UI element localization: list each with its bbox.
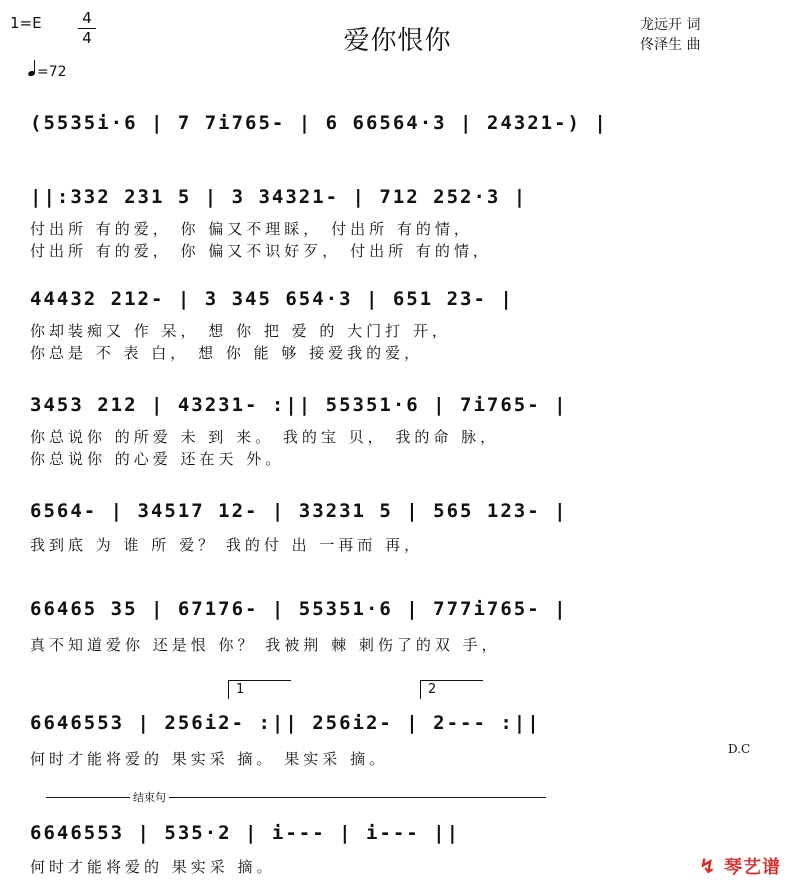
melody-row-intro: (5535i·6 | 7 7i765- | 6 66564·3 | 24321-) | xyxy=(30,112,608,134)
lyrics-verse-1: 真不知道爱你 还是恨 你？ 我被荆 棘 刺伤了的双 手， xyxy=(30,636,501,654)
lyrics-verse-1: 付出所 有的爱， 你 偏又不理睬， 付出所 有的情， xyxy=(30,220,473,238)
watermark-text: 琴艺谱 xyxy=(724,857,781,878)
tempo-marking xyxy=(28,60,67,80)
lyrics-verse-2: 你总说你 的心爱 还在天 外。 xyxy=(30,450,285,468)
ending-phrase-label: 结束句 xyxy=(130,789,169,805)
melody-row: ||:332 231 5 | 3 34321- | 712 252·3 | xyxy=(30,186,528,208)
key-signature: 1=E xyxy=(10,14,42,32)
lyrics-verse-2: 你总是 不 表 白， 想 你 能 够 接爱我的爱， xyxy=(30,344,424,362)
melody-row: 6646553 | 256i2- :|| 256i2- | 2--- :|| xyxy=(30,712,541,734)
melody-row: 6646553 | 535·2 | i--- | i--- || xyxy=(30,822,461,844)
music-logo-icon: ↯ xyxy=(698,854,717,878)
lyrics-verse-2: 付出所 有的爱， 你 偏又不识好歹， 付出所 有的情， xyxy=(30,242,492,260)
lyrics-verse-1: 我到底 为 谁 所 爱？ 我的付 出 一再而 再， xyxy=(30,536,424,554)
watermark-logo xyxy=(699,853,781,879)
quarter-note-icon xyxy=(27,70,35,77)
first-ending-number: 1 xyxy=(236,682,245,697)
melody-row: 6564- | 34517 12- | 33231 5 | 565 123- | xyxy=(30,500,568,522)
lyricist-credit: 龙远开 词 xyxy=(640,17,701,33)
ending-phrase-line xyxy=(46,797,546,798)
tempo-value: =72 xyxy=(37,64,67,80)
second-ending-number: 2 xyxy=(428,682,437,697)
lyrics-verse-1: 你却装痴又 作 呆， 想 你 把 爱 的 大门打 开， xyxy=(30,322,451,340)
melody-row: 66465 35 | 67176- | 55351·6 | 777i765- | xyxy=(30,598,568,620)
da-capo-mark: D.C xyxy=(728,742,751,756)
melody-row: 44432 212- | 3 345 654·3 | 651 23- | xyxy=(30,288,514,310)
melody-row: 3453 212 | 43231- :|| 55351·6 | 7i765- | xyxy=(30,394,568,416)
lyrics-verse-1: 何时才能将爱的 果实采 摘。 xyxy=(30,858,276,876)
lyrics-verse-1: 何时才能将爱的 果实采 摘。 果实采 摘。 xyxy=(30,750,389,768)
song-title: 爱你恨你 xyxy=(343,26,452,56)
composer-credit: 佟泽生 曲 xyxy=(640,37,701,53)
time-signature-bottom: 4 xyxy=(82,29,92,47)
lyrics-verse-1: 你总说你 的所爱 未 到 来。 我的宝 贝， 我的命 脉， xyxy=(30,428,500,446)
time-signature-top: 4 xyxy=(82,9,92,27)
